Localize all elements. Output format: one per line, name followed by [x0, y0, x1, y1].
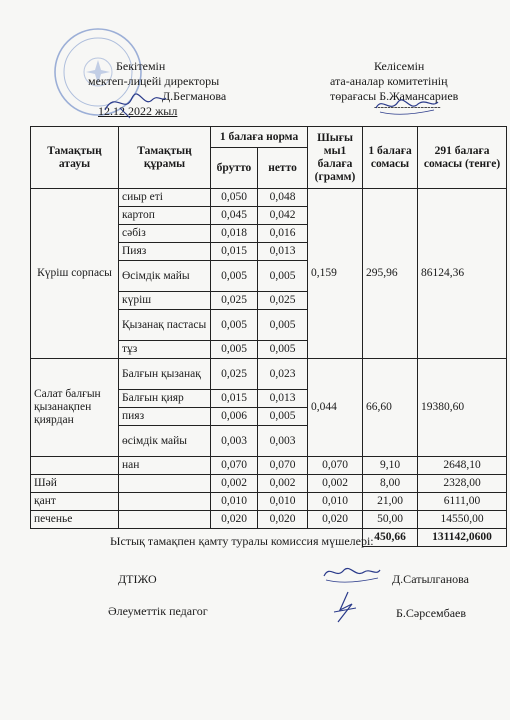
table-row [31, 457, 507, 475]
col-header-gross: брутто [211, 148, 258, 189]
ingredient-net: 0,013 [258, 390, 308, 408]
item-name: қант [31, 493, 119, 511]
dish-name: Салат балғын қызанақпен қиярдан [31, 359, 119, 457]
agreement-chair-name: төрағасы Б.Жамансариев [330, 89, 459, 103]
ingredient-gross: 0,015 [211, 243, 258, 261]
table-row [31, 475, 507, 493]
ingredient-net: 0,005 [258, 408, 308, 426]
director-signature [100, 80, 170, 120]
item-gross: 0,020 [211, 511, 258, 529]
item-gross: 0,010 [211, 493, 258, 511]
dish-cost291: 19380,60 [418, 359, 507, 457]
ingredient-gross: 0,006 [211, 408, 258, 426]
ingredient-net: 0,005 [258, 341, 308, 359]
ingredient-gross: 0,003 [211, 426, 258, 457]
commission-title: Ыстық тамақпен қамту туралы комиссия мүшелері: [110, 534, 374, 548]
member-signature-2 [330, 590, 360, 624]
table-row [31, 511, 507, 529]
item-net: 0,010 [258, 493, 308, 511]
agreement-position: ата-аналар комитетінің [330, 74, 448, 88]
ingredient-name: күріш [119, 292, 211, 310]
ingredient-gross: 0,005 [211, 310, 258, 341]
ingredient-name: Пияз [119, 243, 211, 261]
dish-cost1: 66,60 [363, 359, 418, 457]
item-yield: 0,020 [308, 511, 363, 529]
member-name: Б.Сәрсембаев [396, 606, 467, 620]
col-header-name: Тамақтың атауы [31, 127, 119, 189]
approval-director-name: Д.Бегманова [162, 89, 227, 103]
ingredient-gross: 0,005 [211, 261, 258, 292]
ingredient-net: 0,042 [258, 207, 308, 225]
member-role: Әлеуметтік педагог [108, 604, 208, 618]
item-yield: 0,002 [308, 475, 363, 493]
item-composition [119, 493, 211, 511]
table-row [31, 359, 507, 390]
chair-signature [372, 90, 442, 120]
ingredient-net: 0,016 [258, 225, 308, 243]
item-gross: 0,070 [211, 457, 258, 475]
item-net: 0,002 [258, 475, 308, 493]
total-cost291: 131142,0600 [418, 529, 507, 547]
col-header-norm: 1 балаға норма [211, 127, 308, 148]
item-cost291: 14550,00 [418, 511, 507, 529]
item-cost1: 50,00 [363, 511, 418, 529]
ingredient-name: Балғын қызанақ [119, 359, 211, 390]
table-row [31, 189, 507, 207]
member-name: Д.Сатылганова [392, 572, 470, 586]
ingredient-net: 0,048 [258, 189, 308, 207]
item-name [31, 457, 119, 475]
item-net: 0,070 [258, 457, 308, 475]
item-composition [119, 475, 211, 493]
item-cost291: 2648,10 [418, 457, 507, 475]
item-name: печенье [31, 511, 119, 529]
item-cost1: 21,00 [363, 493, 418, 511]
ingredient-name: Қызанақ пастасы [119, 310, 211, 341]
item-cost291: 6111,00 [418, 493, 507, 511]
col-header-cost1: 1 балаға сомасы [363, 127, 418, 189]
item-cost291: 2328,00 [418, 475, 507, 493]
ingredient-name: Өсімдік майы [119, 261, 211, 292]
ingredient-name: Балғын қияр [119, 390, 211, 408]
col-header-composition: Тамақтың құрамы [119, 127, 211, 189]
member-signature-1 [320, 560, 384, 586]
ingredient-name: өсімдік майы [119, 426, 211, 457]
col-header-net: нетто [258, 148, 308, 189]
approval-title: Бекітемін [116, 59, 166, 73]
ingredient-name: сиыр еті [119, 189, 211, 207]
col-header-yield: Шығы мы1 балаға (грамм) [308, 127, 363, 189]
ingredient-name: картоп [119, 207, 211, 225]
total-cost1: 450,66 [363, 529, 418, 547]
dish-cost1: 295,96 [363, 189, 418, 359]
approval-date: 12.12.2022 жыл [98, 104, 178, 118]
ingredient-gross: 0,005 [211, 341, 258, 359]
item-name: Шәй [31, 475, 119, 493]
item-yield: 0,070 [308, 457, 363, 475]
item-cost1: 8,00 [363, 475, 418, 493]
ingredient-gross: 0,025 [211, 292, 258, 310]
item-net: 0,020 [258, 511, 308, 529]
ingredient-name: сәбіз [119, 225, 211, 243]
agreement-title: Келісемін [374, 59, 425, 73]
item-composition [119, 511, 211, 529]
ingredient-gross: 0,025 [211, 359, 258, 390]
item-yield: 0,010 [308, 493, 363, 511]
ingredient-net: 0,025 [258, 292, 308, 310]
dish-yield: 0,044 [308, 359, 363, 457]
ingredient-name: тұз [119, 341, 211, 359]
ingredient-net: 0,013 [258, 243, 308, 261]
ingredient-net: 0,003 [258, 426, 308, 457]
table-row [31, 493, 507, 511]
dish-cost291: 86124,36 [418, 189, 507, 359]
ingredient-gross: 0,018 [211, 225, 258, 243]
col-header-cost291: 291 балаға сомасы (тенге) [418, 127, 507, 189]
ingredient-gross: 0,015 [211, 390, 258, 408]
menu-table [30, 126, 507, 547]
item-gross: 0,002 [211, 475, 258, 493]
ingredient-net: 0,005 [258, 310, 308, 341]
table-header-row [31, 127, 507, 148]
item-cost1: 9,10 [363, 457, 418, 475]
ingredient-net: 0,005 [258, 261, 308, 292]
item-composition: нан [119, 457, 211, 475]
approval-position: мектеп-лицейі директоры [88, 74, 220, 88]
ingredient-gross: 0,050 [211, 189, 258, 207]
ingredient-name: пияз [119, 408, 211, 426]
ingredient-net: 0,023 [258, 359, 308, 390]
member-role: ДТІЖО [118, 572, 157, 586]
ingredient-gross: 0,045 [211, 207, 258, 225]
dish-name: Күріш сорпасы [31, 189, 119, 359]
dish-yield: 0,159 [308, 189, 363, 359]
agreement-signature-line: -------------------- [374, 102, 441, 113]
